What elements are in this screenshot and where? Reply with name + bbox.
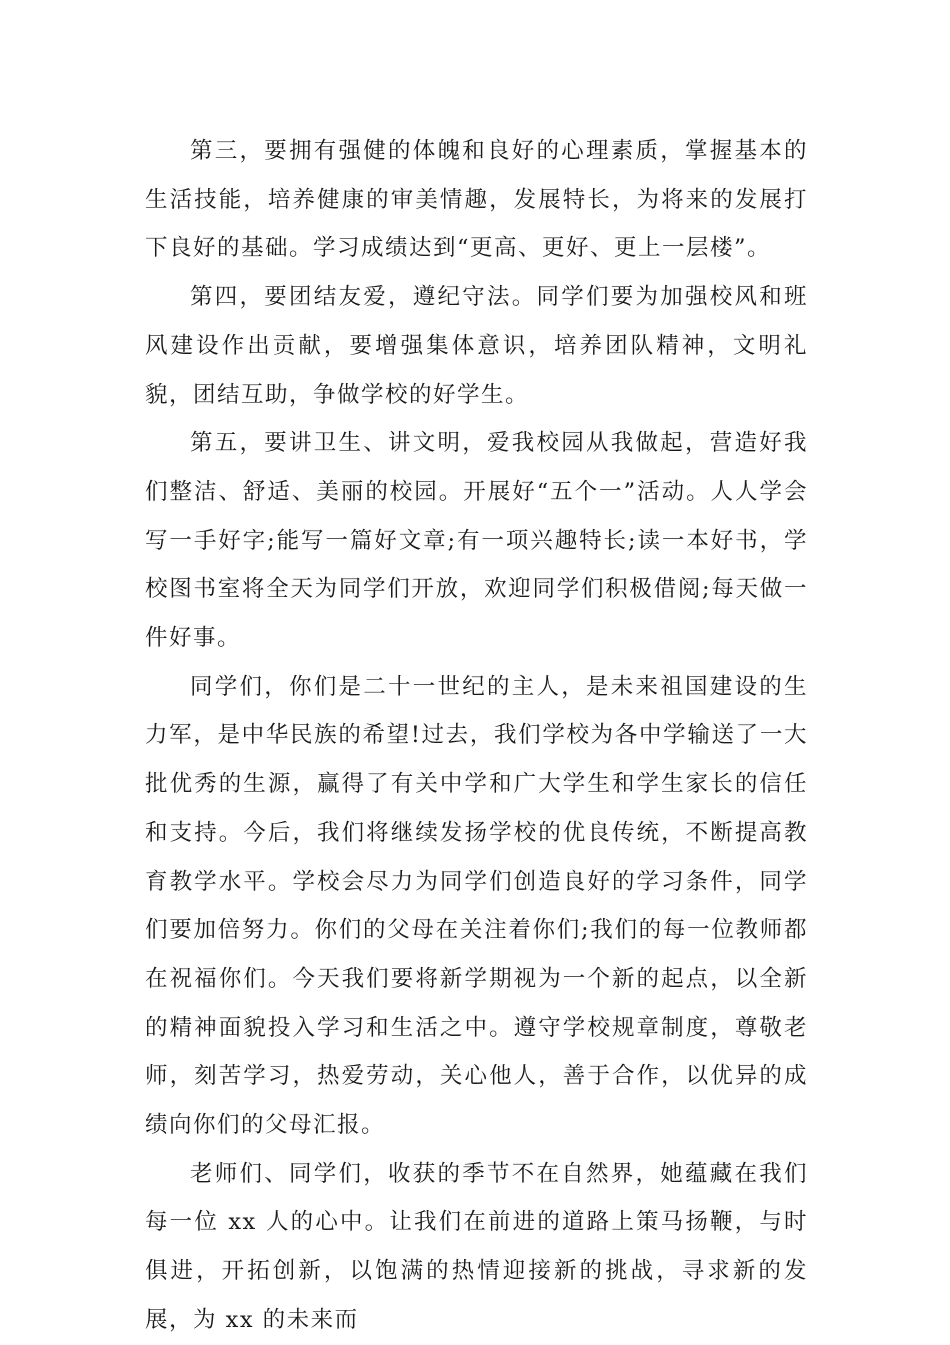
paragraph-fifth: 第五，要讲卫生、讲文明，爱我校园从我做起，营造好我们整洁、舒适、美丽的校园。开展好“五个一”活动。人人学会写一手好字;能写一篇好文章;有一项兴趣特长;读一本好书，学校图书室将全天为同学们开放，欢迎同学们积极借阅;每天做一件好事。 [145, 430, 808, 652]
paragraph-fourth: 第四，要团结友爱，遵纪守法。同学们要为加强校风和班风建设作出贡献，要增强集体意识，培养团队精神，文明礼貌，团结互助，争做学校的好学生。 [145, 284, 808, 408]
paragraph-third: 第三，要拥有强健的体魄和良好的心理素质，掌握基本的生活技能，培养健康的审美情趣，发展特长，为将来的发展打下良好的基础。学习成绩达到“更高、更好、更上一层楼”。 [145, 138, 808, 262]
paragraph-closing: 老师们、同学们，收获的季节不在自然界，她蕴藏在我们每一位 xx 人的心中。让我们在前进的道路上策马扬鞭，与时俱进，开拓创新，以饱满的热情迎接新的挑战，寻求新的发展，为 xx 的未来而 [145, 1160, 808, 1333]
document-body [145, 127, 808, 1345]
paragraph-students: 同学们，你们是二十一世纪的主人，是未来祖国建设的生力军，是中华民族的希望!过去，我们学校为各中学输送了一大批优秀的生源，赢得了有关中学和广大学生和学生家长的信任和支持。今后，我们将继续发扬学校的优良传统，不断提高教育教学水平。学校会尽力为同学们创造良好的学习条件，同学们要加倍努力。你们的父母在关注着你们;我们的每一位教师都在祝福你们。今天我们要将新学期视为一个新的起点，以全新的精神面貌投入学习和生活之中。遵守学校规章制度，尊敬老师，刻苦学习，热爱劳动，关心他人，善于合作，以优异的成绩向你们的父母汇报。 [145, 673, 808, 1139]
